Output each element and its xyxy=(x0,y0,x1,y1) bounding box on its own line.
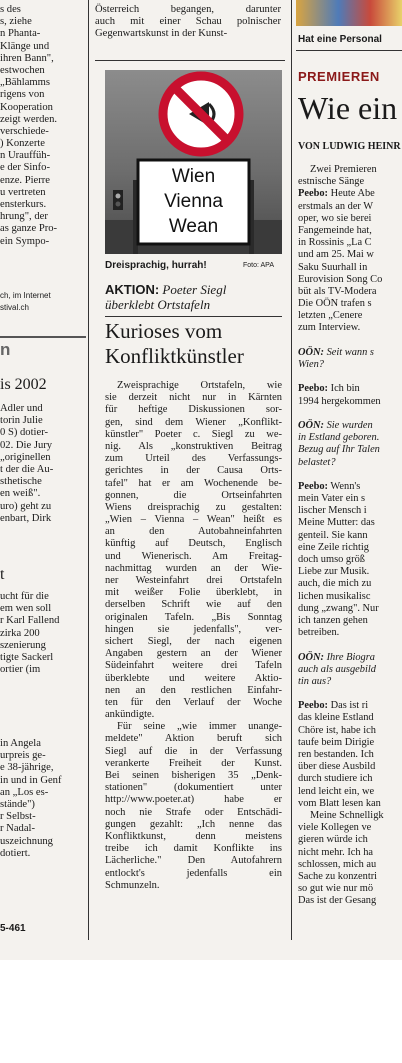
text-line: u vertreten xyxy=(0,186,46,198)
text-line: sie derzeit nicht nur in Kärnten xyxy=(105,392,282,404)
text-line: in und in Genf xyxy=(0,774,62,786)
text-line: uszeichnung xyxy=(0,835,53,847)
text-line: treibe ich damit Konflikte ins xyxy=(105,843,282,855)
text-line: gerichtes in der Causa Orts- xyxy=(105,465,282,477)
text-line xyxy=(298,335,402,347)
text-line: dung „zwang". Nur xyxy=(298,602,379,614)
text-line: originalen Tafeln. „Bis Sonntag xyxy=(105,611,282,623)
text-line: ihren Bann", xyxy=(0,52,54,64)
text-line: ren bestanden. Ich xyxy=(298,749,374,760)
text-line: Eurovision Song Co xyxy=(298,273,383,285)
text-line: Bei seinen bisherigen 35 „Denk- xyxy=(105,770,282,781)
text-line: em wen soll xyxy=(0,603,52,615)
left-subhead: is 2002 xyxy=(0,376,47,393)
text-line: enbart, Dirk xyxy=(0,512,52,524)
text-line: auch mit einer Schau polnischer xyxy=(95,16,281,28)
left-top-text xyxy=(0,4,84,248)
text-line: lend leicht ein, we xyxy=(298,785,375,797)
text-line: s, ziehe xyxy=(0,16,32,28)
left-mid-text xyxy=(0,403,84,525)
text-line: über diese Ausbild xyxy=(298,761,376,773)
speaker-label: Peebo: xyxy=(298,480,329,492)
text-line: in Rossinis „La C xyxy=(298,237,372,249)
text-line: Südeinfahrt weitere drei Tafeln xyxy=(105,660,282,672)
text-line: gieren würde ich xyxy=(298,834,368,846)
text-line: zirka 200 xyxy=(0,627,40,639)
text-line: verankerte Freiheit der Kunst. xyxy=(105,757,282,769)
text-line: dotiert. xyxy=(0,847,31,859)
text-line: http://www.poeter.at) habe er xyxy=(105,794,282,806)
left-t-head: t xyxy=(0,566,5,583)
text-line: urpreis ge- xyxy=(0,750,46,762)
text-line: und Wienerisch. Am Freitag- xyxy=(105,550,282,562)
photo-caption: Dreisprachig, hurrah! xyxy=(105,260,207,271)
text-line: „Bählamms xyxy=(0,77,51,89)
sign-line-wean: Wean xyxy=(168,216,219,237)
article-kicker xyxy=(105,282,226,312)
text-line: r Karl Fallend xyxy=(0,615,60,627)
text-line: ucht für die xyxy=(0,591,49,602)
text-line: und am 25. Mai w xyxy=(298,249,374,261)
text-line: betreiben. xyxy=(298,627,340,639)
text-line: derselben Schrift wie auf den xyxy=(105,599,282,611)
text-line: „originellen xyxy=(0,451,51,463)
text-line: Für seine „wie immer unange- xyxy=(117,721,282,733)
sign-line-vienna: Vienna xyxy=(164,191,223,212)
left-section-head: n xyxy=(0,340,11,359)
left-column-rule xyxy=(88,0,89,940)
text-line: Zwei Premieren xyxy=(310,164,377,175)
text-line: s des xyxy=(0,4,21,15)
text-line: Liebe zur Musik. xyxy=(298,566,370,578)
text-line: n Phanta- xyxy=(0,28,41,40)
article-body xyxy=(105,380,282,892)
text-line: 1994 hergekommen xyxy=(298,395,381,407)
text-line: büt als TV-Modera xyxy=(298,285,377,297)
text-line: Adler und xyxy=(0,403,43,414)
text-line: oper, wo sie berei xyxy=(298,212,372,224)
text-line: Peebo: Heute Abe xyxy=(298,188,375,200)
text-line: doch umso größ xyxy=(298,554,365,565)
text-line: Kooperation xyxy=(0,101,53,113)
text-line: ensterkurs. xyxy=(0,199,47,210)
section-label: PREMIEREN xyxy=(298,69,380,84)
text-line: torin Julie xyxy=(0,415,43,427)
middle-column xyxy=(95,0,287,960)
text-line: ) Konzerte xyxy=(0,138,45,150)
text-line: szenierung xyxy=(0,639,46,651)
no-horn-sign-icon xyxy=(163,76,239,152)
text-line: en weiß". xyxy=(0,488,41,500)
speaker-label: OÖN: xyxy=(298,419,324,431)
text-line: schlossen, mich au xyxy=(298,858,377,870)
middle-column-rule xyxy=(291,0,292,940)
top-image-caption: Hat eine Personal xyxy=(298,34,382,45)
text-line: erstmals an der W xyxy=(298,200,374,212)
text-line: ten für den Verlauf der Woche xyxy=(105,696,282,708)
kicker-text: Poeter Siegl xyxy=(162,282,227,297)
text-line: mit weißer Folie überklebt, in xyxy=(105,587,282,599)
speaker-label: OÖN: xyxy=(298,346,324,358)
middle-top-rule xyxy=(95,60,285,61)
text-line xyxy=(298,639,402,651)
text-line: Österreich begangen, darunter xyxy=(95,4,281,15)
right-top-rule xyxy=(296,50,402,51)
speaker-label: OÖN: xyxy=(298,651,324,663)
text-line: e der Sinfo- xyxy=(0,162,51,174)
text-line: noch nie Strafe oder Entschädi- xyxy=(105,806,282,818)
sign-text xyxy=(138,164,249,239)
text-line: stival.ch xyxy=(0,303,29,313)
text-line: durch studiere ich xyxy=(298,773,373,785)
right-headline: Wie ein xyxy=(298,90,398,126)
right-column xyxy=(296,0,402,960)
ortstafel-photo xyxy=(105,70,282,254)
text-line: enze. Pierre xyxy=(0,174,50,186)
text-line: OÖN: Seit wann s xyxy=(298,346,374,358)
text-line: 02. Die Jury xyxy=(0,439,53,451)
text-line: zum Interview. xyxy=(298,322,361,334)
text-line: lichen musikalisc xyxy=(298,590,371,602)
headline-line-1: Kurioses vom xyxy=(105,319,223,343)
kicker-label: AKTION: xyxy=(105,282,160,297)
text-line: estwochen xyxy=(0,64,45,76)
photo-credit: Foto: APA xyxy=(243,262,274,269)
text-line: taufe beim Dirigie xyxy=(298,736,375,748)
speaker-label: Peebo: xyxy=(298,700,329,712)
text-line: Chöre ist, habe ich xyxy=(298,724,376,736)
text-line: as ganze Pro- xyxy=(0,223,58,235)
text-line: Das ist der Gesang xyxy=(298,895,377,907)
text-line: das kleine Estland xyxy=(298,712,374,724)
text-line: zeigt werden. xyxy=(0,113,58,125)
text-line: tigte Sackerl xyxy=(0,651,54,663)
text-line: hrung", der xyxy=(0,211,48,223)
text-line: sthetische xyxy=(0,476,42,488)
text-line: eine Zeile richtig xyxy=(298,541,369,553)
text-line: uro) geht zu xyxy=(0,500,52,512)
text-line: 0 S) dotier- xyxy=(0,427,49,439)
text-line: lischer Mensch i xyxy=(298,505,367,517)
byline: VON LUDWIG HEINR xyxy=(298,141,401,152)
text-line: Peebo: Ich bin xyxy=(298,383,360,395)
text-line: Meine Schnelligk xyxy=(310,809,384,821)
text-line: Wiens dreisprachig zu gestalten: xyxy=(105,501,282,513)
text-line: für heftige Diskussionen sor- xyxy=(105,404,282,416)
text-line: Die OÖN trafen s xyxy=(298,298,372,310)
text-line: Meine Mutter: das xyxy=(298,517,375,529)
speaker-label: Peebo: xyxy=(298,383,329,395)
text-line: gen, sind dem Wiener „Konflikt- xyxy=(105,416,282,428)
text-line: Wien? xyxy=(298,359,324,370)
text-line: letzten „Cenere xyxy=(298,310,363,322)
text-line: Siegl auf die in der Verfassung xyxy=(105,745,282,757)
text-line: Zweisprachige Ortstafeln, wie xyxy=(117,380,282,391)
article-headline xyxy=(105,319,244,369)
text-line: auch als ausgebild xyxy=(298,663,376,675)
text-line: tafel" hat er am Wochenende be- xyxy=(105,477,282,489)
text-line: ortier (im xyxy=(0,664,41,676)
text-line: sichert Siegl, der nach eigenen xyxy=(105,635,282,647)
text-line: ein Sympo- xyxy=(0,235,50,247)
left-section-rule xyxy=(0,336,86,338)
text-line: Schmunzeln. xyxy=(105,879,160,891)
left-footer-number: 5-461 xyxy=(0,923,26,934)
text-line: stationen" (dokumentiert unter xyxy=(105,782,282,794)
text-line: in Estland geboren. xyxy=(298,432,380,444)
text-line: vom Blatt lesen kan xyxy=(298,797,381,809)
text-line: n Urauffüh- xyxy=(0,150,51,162)
text-line: verschiede- xyxy=(0,125,49,137)
text-line: künftig auf Deutsch, Englisch xyxy=(105,538,282,550)
text-line: r Nadal- xyxy=(0,823,35,835)
text-line: genteil. Sie kann xyxy=(298,529,368,541)
text-line: Konfliktkunst, denn meistens xyxy=(105,830,282,842)
speaker-label: Peebo: xyxy=(298,188,329,200)
text-line: Bezug auf Ihr Talen xyxy=(298,444,380,456)
headline-rule xyxy=(105,316,282,317)
text-line: Gegenwartskunst in der Kunst- xyxy=(95,28,228,40)
right-article-body xyxy=(298,164,402,907)
text-line: tin aus? xyxy=(298,675,332,687)
top-image-strip xyxy=(296,0,402,26)
text-line: „Wien – Vienna – Wean" heißt es xyxy=(105,514,282,526)
text-line: hingen sie jedenfalls", ver- xyxy=(105,623,282,635)
text-line: an „Los es- xyxy=(0,786,49,798)
text-line: zum Urteil des Verfassungs- xyxy=(105,453,282,465)
text-line xyxy=(298,688,402,700)
text-line: ner Westeinfahrt drei Ortstafeln xyxy=(105,575,282,586)
left-festival-url xyxy=(0,290,84,314)
text-line: in Angela xyxy=(0,738,41,749)
text-line: Peebo: Das ist ri xyxy=(298,700,369,712)
text-line: OÖN: Ihre Biogra xyxy=(298,651,375,663)
text-line: mein Vater ein s xyxy=(298,493,366,505)
text-line: so gut wie nur mö xyxy=(298,883,374,895)
text-line: nen an den restlichen Einfahr- xyxy=(105,684,282,696)
left-lower-text xyxy=(0,591,84,676)
text-line: r Selbst- xyxy=(0,811,36,823)
kicker-line-2: überklebt Ortstafeln xyxy=(105,297,211,312)
text-line: entlockt's jedenfalls ein xyxy=(105,867,282,879)
text-line: Klänge und xyxy=(0,40,50,52)
text-line: künstler" Poeter c. Siegl zu we- xyxy=(105,428,282,440)
text-line: rigens von xyxy=(0,89,45,101)
text-line: Sache zu konzentri xyxy=(298,870,378,882)
text-line: t der die Au- xyxy=(0,463,54,475)
text-line: gungen gezahlt: „Ich nenne das xyxy=(105,818,282,830)
text-line: e 38-jährige, xyxy=(0,762,54,774)
text-line: auch, die mich zu xyxy=(298,578,372,590)
text-line: gonnen, die Ortseinfahrten xyxy=(105,489,282,501)
headline-line-2: Konfliktkünstler xyxy=(105,344,244,368)
text-line: Angaben gestern an der Wiener xyxy=(105,648,282,660)
text-line xyxy=(298,371,402,383)
text-line: meldete" Aktion beruft sich xyxy=(105,733,282,745)
text-line: ich tanzen gehen xyxy=(298,614,368,626)
text-line xyxy=(298,469,402,481)
text-line: an den Autobahneinfahrten xyxy=(105,526,282,538)
text-line: überklebte und weitere Aktio- xyxy=(105,672,282,684)
text-line: Fangemeinde hat, xyxy=(298,224,372,236)
text-line: nicht mehr. Ich ha xyxy=(298,846,374,858)
text-line: belastet? xyxy=(298,456,336,468)
text-line: viele Kollegen ve xyxy=(298,822,372,834)
sign-line-wien: Wien xyxy=(171,166,216,187)
text-line: ankündigte. xyxy=(105,709,155,721)
left-column xyxy=(0,0,86,960)
text-line: Saku Suurhall in xyxy=(298,261,368,273)
text-line: Peebo: Wenn's xyxy=(298,480,361,492)
left-bottom-text xyxy=(0,738,84,860)
text-line: Lächerliche." Den Autofahrern xyxy=(105,855,282,867)
text-line: nachmittag wurden an der Wie- xyxy=(105,562,282,574)
text-line: ch, im Internet xyxy=(0,291,51,300)
text-line: stände") xyxy=(0,798,35,810)
text-line: nig. Als „konstruktiven Beitrag xyxy=(105,440,282,452)
text-line: OÖN: Sie wurden xyxy=(298,419,373,431)
middle-top-text xyxy=(95,4,281,41)
text-line xyxy=(298,408,402,420)
text-line: estnische Sänge xyxy=(298,176,365,188)
